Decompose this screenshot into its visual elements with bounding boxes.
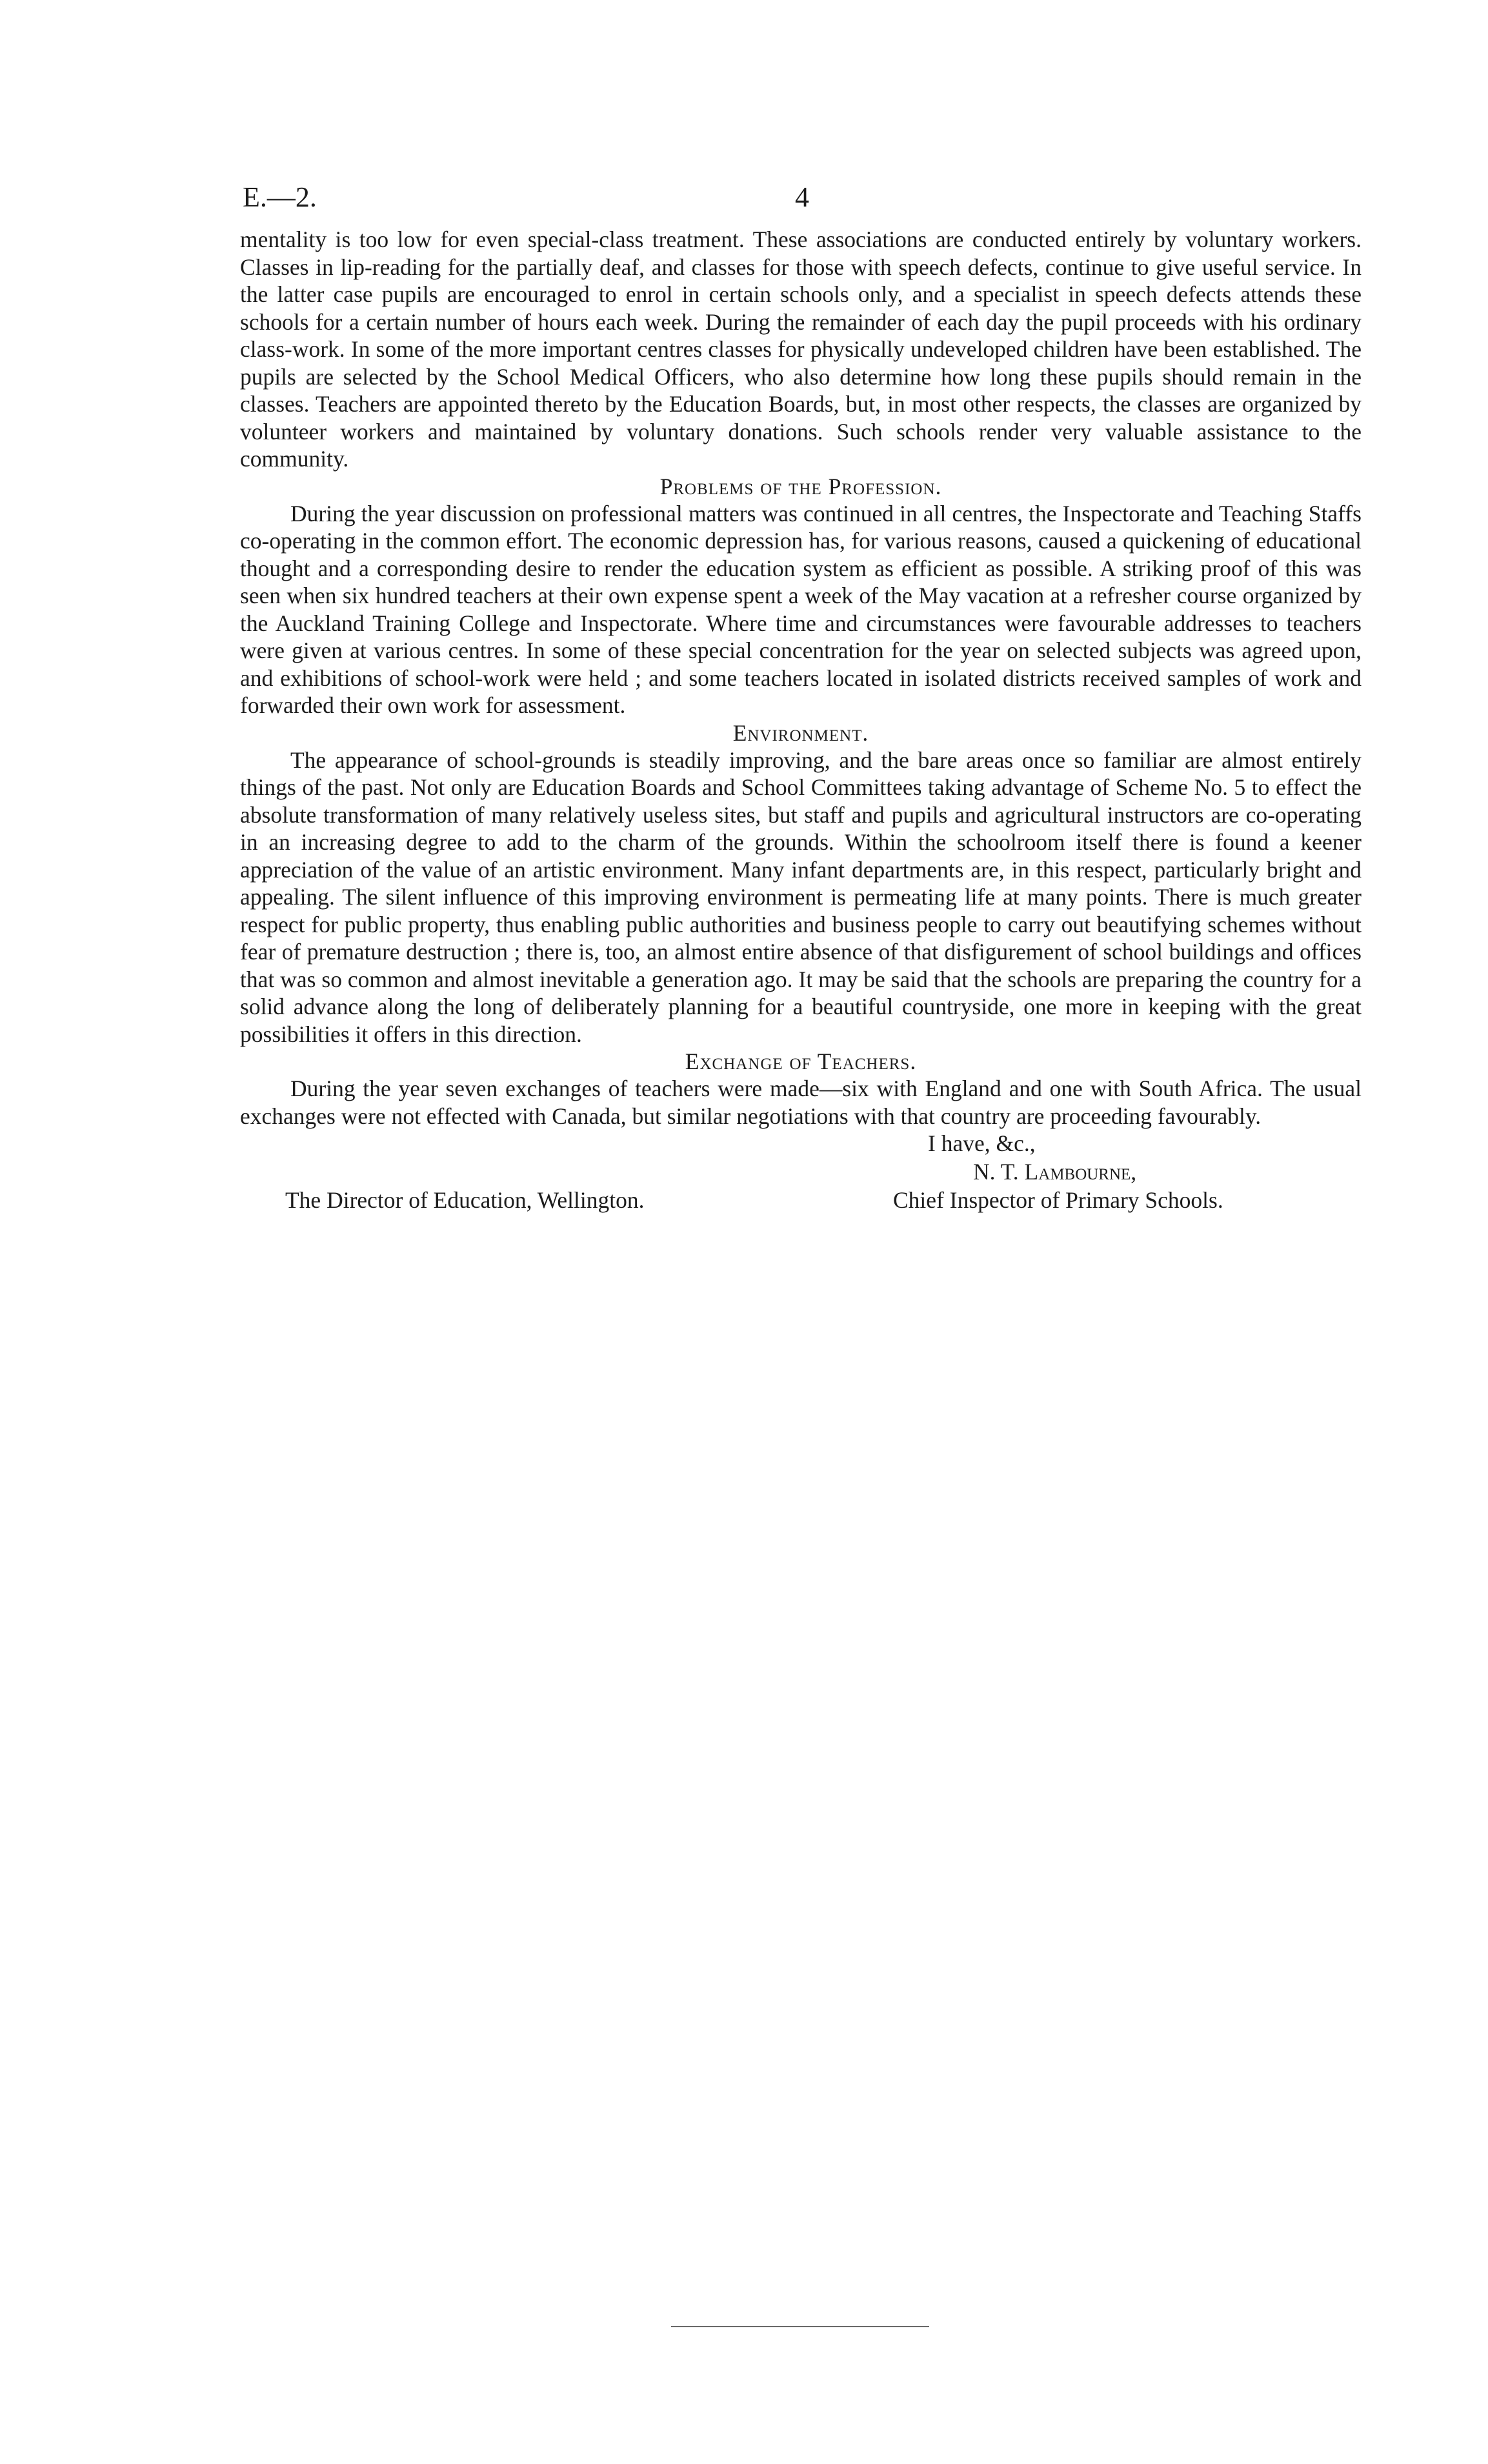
closing-greeting: I have, &c., <box>928 1130 1036 1156</box>
end-rule-divider <box>671 2326 929 2327</box>
section-paragraph: During the year discussion on professional matters was continued in all centres, the Inspectorate and Teaching Staffs co-operating in the common effort. The economic depression has, for various reasons, caused a quickening of educational thought and a corresponding desire to render the education system as efficient as possible. A striking proof of this was seen when six hundred teachers at their own expense spent a week of the May vacation at a refresher course organized by the Auckland Training College and Inspectorate. Where time and circumstances were favourable addresses to teachers were given at various centres. In some of these special concentration for the year on selected subjects was agreed upon, and exhibitions of school-work were held ; and some teachers located in isolated districts received samples of work and forwarded their own work for assessment. <box>240 500 1362 718</box>
addressee: The Director of Education, Wellington. <box>285 1187 645 1213</box>
continued-paragraph: mentality is too low for even special-class treatment. These associations are conducted entirely by voluntary workers. Classes in lip-reading for the partially deaf, and classes for those with speech defects, continue to give useful service. In the latter case pupils are encouraged to enrol in certain schools only, and a specialist in speech defects attends these schools for a certain number of hours each week. During the remainder of each day the pupil proceeds with his ordinary class-work. In some of the more important centres classes for physically undeveloped children have been established. The pupils are selected by the School Medical Officers, who also determine how long these pupils should remain in the classes. Teachers are appointed thereto by the Education Boards, but, in most other respects, the classes are organized by volunteer workers and maintained by voluntary donations. Such schools render very valuable assistance to the community. <box>240 226 1362 472</box>
page-number: 4 <box>795 181 809 213</box>
signatory-title: Chief Inspector of Primary Schools. <box>893 1187 1223 1213</box>
section-problems-of-the-profession <box>240 473 1362 719</box>
running-header <box>240 181 1362 226</box>
letter-signoff <box>240 1130 1362 1246</box>
document-page <box>240 181 1362 1246</box>
section-exchange-of-teachers <box>240 1048 1362 1130</box>
signatory-name: N. T. Lambourne, <box>973 1159 1137 1185</box>
section-heading: Environment. <box>732 719 869 746</box>
section-paragraph: During the year seven exchanges of teachers were made—six with England and one with South Africa. The usual exchanges were not effected with Canada, but similar negotiations with that country are proceeding favourably. <box>240 1076 1362 1129</box>
section-environment <box>240 719 1362 1048</box>
section-heading: Exchange of Teachers. <box>685 1048 917 1074</box>
section-heading: Problems of the Profession. <box>659 473 942 499</box>
section-paragraph: The appearance of school-grounds is steadily improving, and the bare areas once so familiar are almost entirely things of the past. Not only are Education Boards and School Committees taking advantage of Scheme No. 5 to effect the absolute transformation of many relatively useless sites, but staff and pupils and agricultural instructors are co-operating in an increasing degree to add to the charm of the grounds. Within the schoolroom itself there is found a keener appreciation of the value of an artistic environment. Many infant departments are, in this respect, particularly bright and appealing. The silent influence of this improving environment is permeating life at many points. There is much greater respect for public property, thus enabling public authorities and business people to carry out beautifying schemes without fear of premature destruction ; there is, too, an almost entire absence of that disfigurement of school buildings and offices that was so common and almost inevitable a generation ago. It may be said that the schools are preparing the country for a solid advance along the long of deliberately planning for a beautiful countryside, one more in keeping with the great possibilities it offers in this direction. <box>240 746 1362 1047</box>
series-reference: E.—2. <box>243 181 317 213</box>
